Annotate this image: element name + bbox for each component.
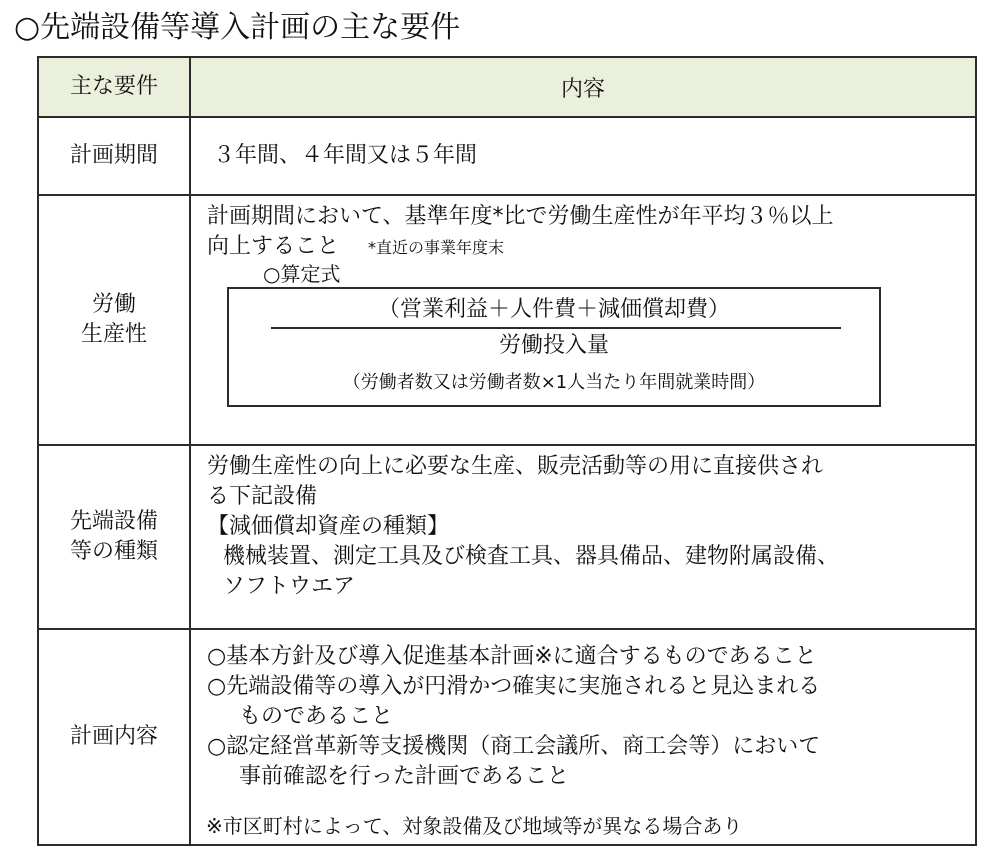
label-equipment [38,445,190,629]
formula-box [227,287,881,407]
table-row-productivity [38,195,976,445]
productivity-line2: 向上すること [207,234,340,259]
content-equipment [190,445,976,629]
formula-denominator-note: （労働者数又は労働者数×1人当たり年間就業時間） [342,372,766,393]
content-line5: 事前確認を行った計画であること [239,764,570,789]
content-line4: ○認定経営革新等支援機関（商工会議所、商工会等）において [207,734,821,759]
label-productivity [38,195,190,445]
formula-denominator: 労働投入量 [498,333,609,358]
label-content: 計画内容 [38,629,190,845]
content-period [190,117,976,195]
period-text: ３年間、４年間又は５年間 [213,143,478,168]
label-equipment-line2: 等の種類 [69,539,158,564]
equipment-line1: 労働生産性の向上に必要な生産、販売活動等の用に直接供され [207,454,824,479]
equipment-line3: 【減価償却資産の種類】 [207,514,450,539]
label-equipment-line1: 先端設備 [69,509,158,534]
label-productivity-line2: 生産性 [80,322,147,347]
productivity-footnote: *直近の事業年度末 [368,238,505,257]
productivity-line1: 計画期間において、基準年度*比で労働生産性が年平均３％以上 [207,204,834,229]
header-requirement: 主な要件 [38,57,190,117]
label-productivity-line1: 労働 [91,292,136,317]
header-content: 内容 [190,57,976,117]
equipment-line4: 機械装置、測定工具及び検査工具、器具備品、建物附属設備、 [223,544,840,569]
content-line1: ○基本方針及び導入促進基本計画※に適合するものであること [207,644,817,669]
equipment-line2: る下記設備 [207,484,318,509]
productivity-line2-wrap [207,232,961,263]
formula-numerator: （営業利益＋人件費＋減価償却費） [377,297,730,322]
requirements-table [37,56,977,846]
table-row-period [38,117,976,195]
table-header-row [38,57,976,117]
formula-label: ○算定式 [263,262,341,286]
equipment-line5: ソフトウエア [223,574,356,599]
fraction-line [271,327,841,329]
content-line2: ○先端設備等の導入が円滑かつ確実に実施されると見込まれる [207,674,821,699]
page-title: ○先端設備等導入計画の主な要件 [14,10,461,45]
footnote: ※市区町村によって、対象設備及び地域等が異なる場合あり [206,814,743,838]
label-period: 計画期間 [38,117,190,195]
table-row-equipment [38,445,976,629]
content-line3: ものであること [239,704,394,729]
content-productivity [190,195,976,445]
